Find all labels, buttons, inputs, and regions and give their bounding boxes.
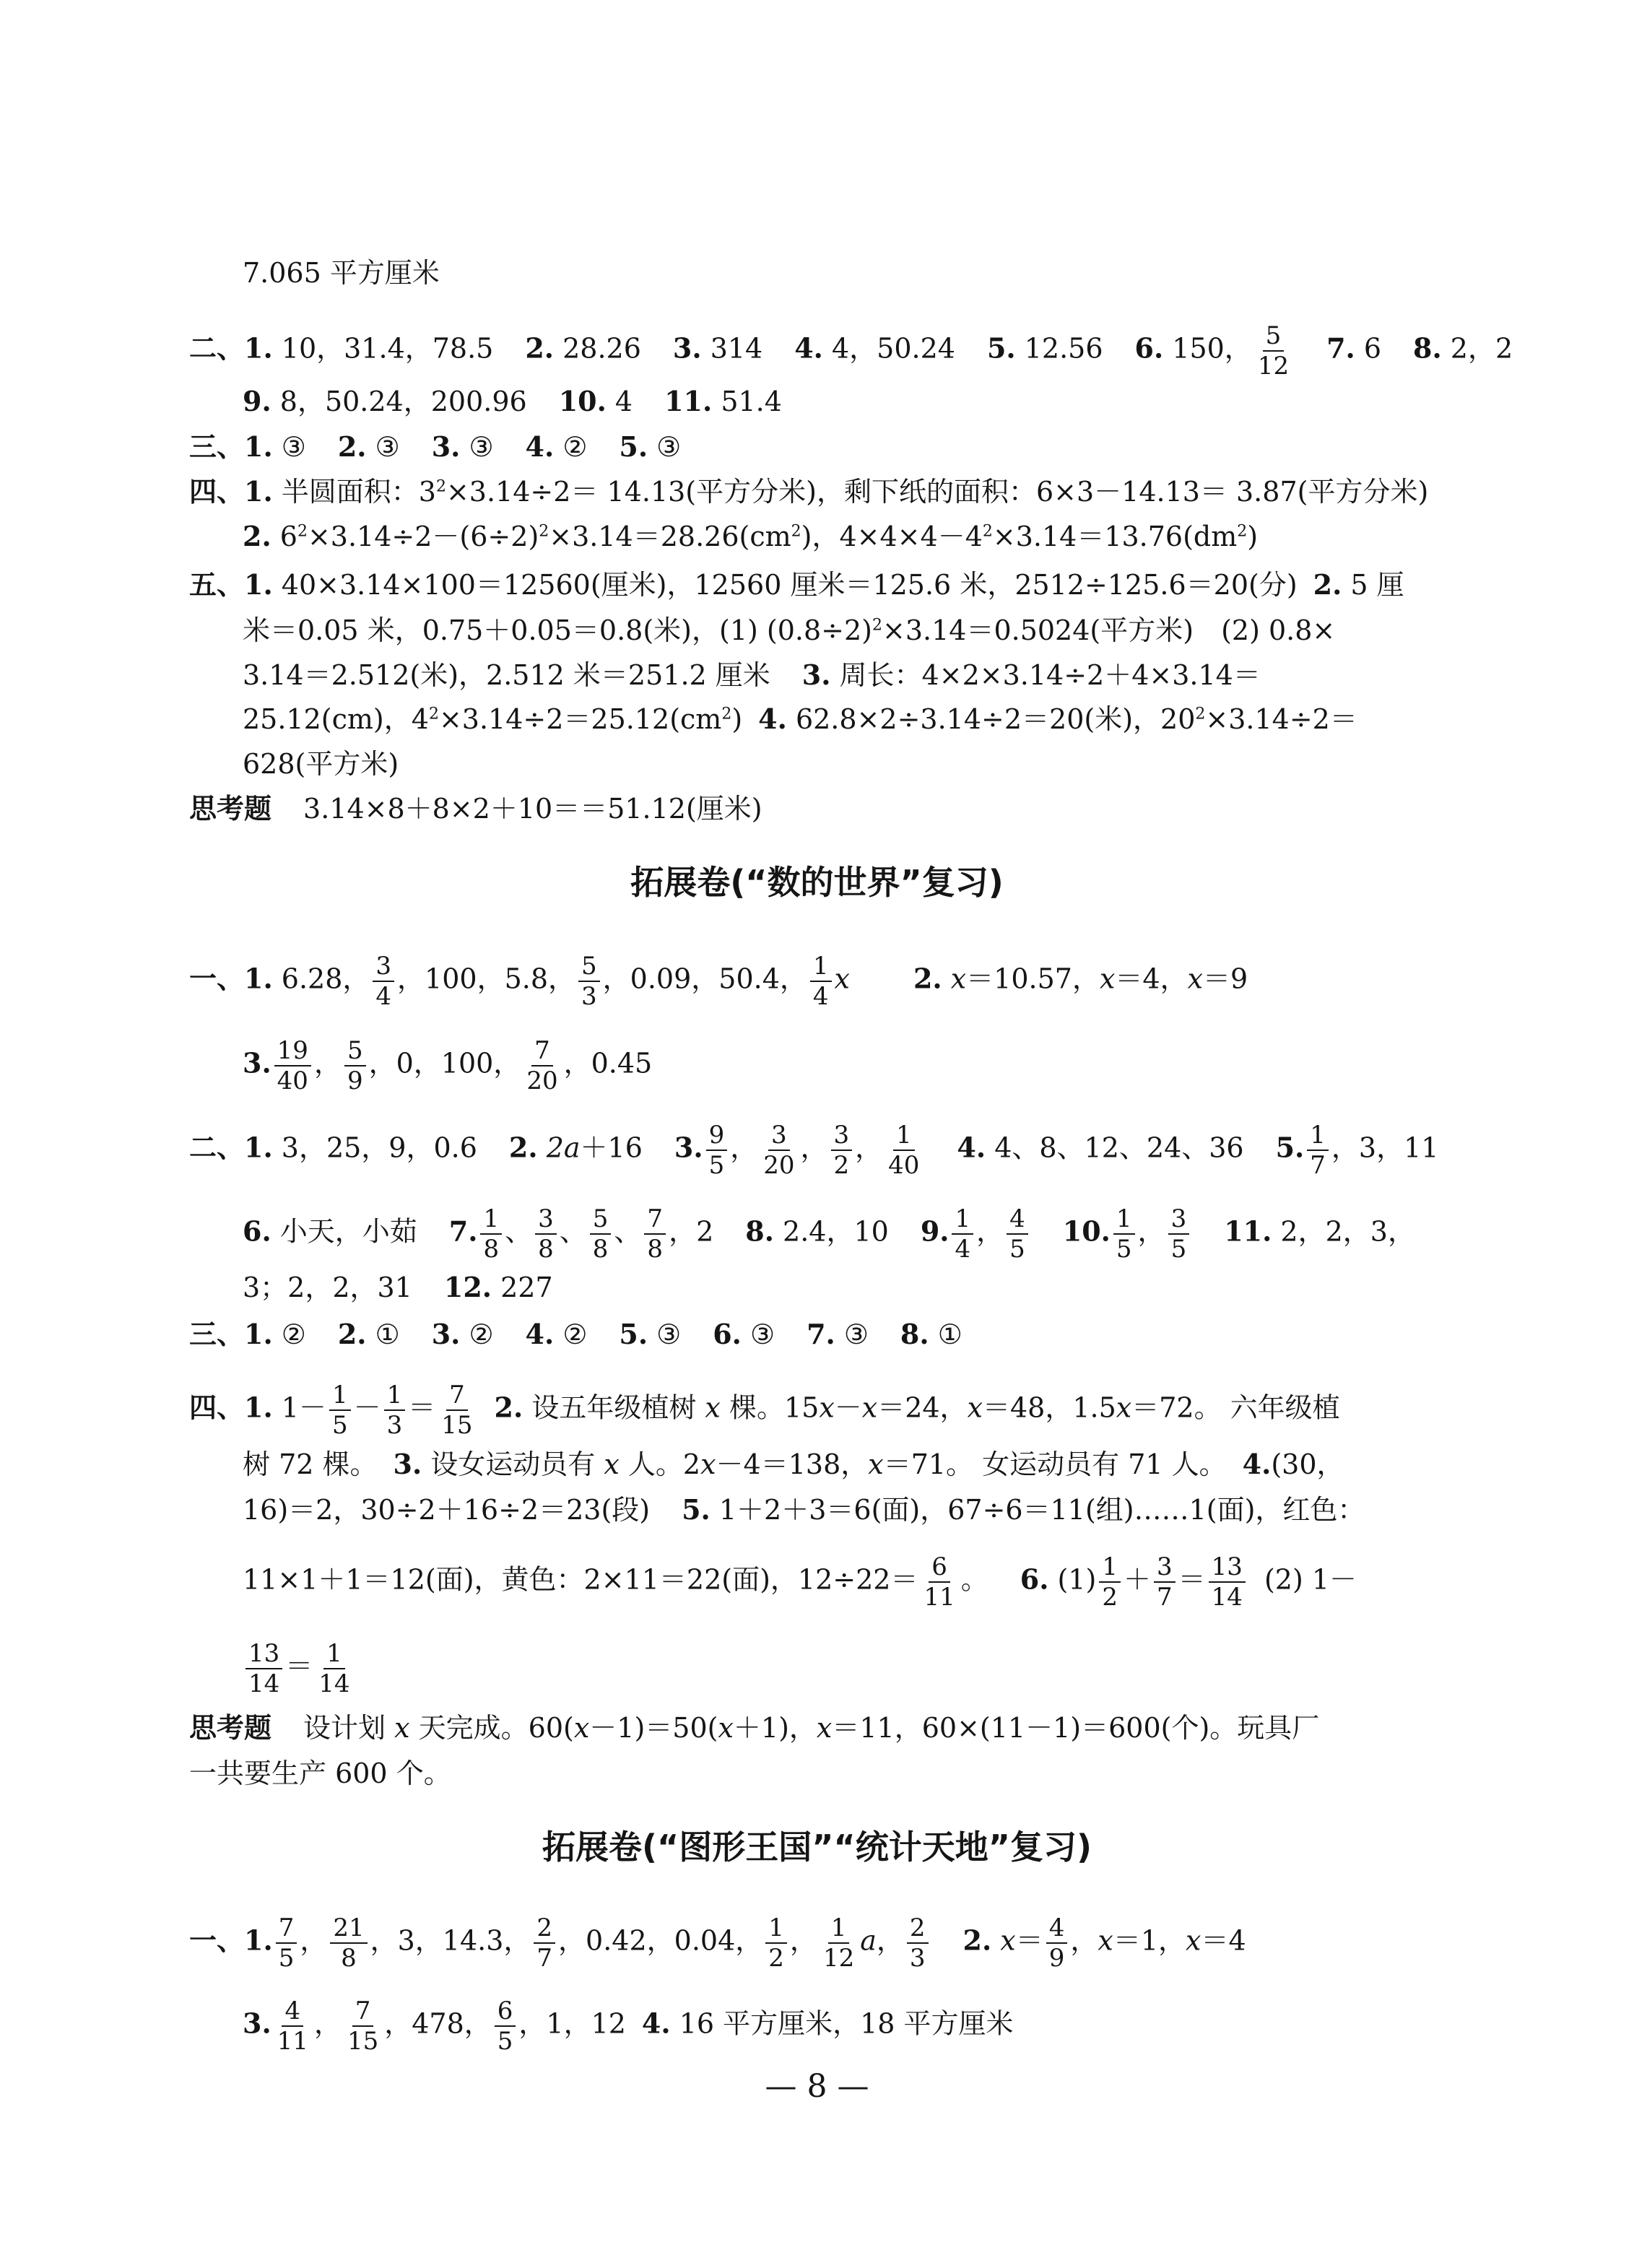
answer-line: 思考题 设计划 x 天完成。60(x－1)＝50(x＋1)，x＝11，60×(11－1)＝600(个)。玩具厂 bbox=[189, 1712, 1320, 1744]
answer-line: 四、1. 1－ $\frac{1}{5}$ － $\frac{1}{3}$ ＝ $\frac{7}{15}$ 2. 设五年级植树 x 棵。15x－x＝24，x＝48，1.5x＝72。 六年级植 bbox=[189, 1381, 1340, 1440]
section-label: 二、 bbox=[189, 332, 245, 365]
fraction: $\frac{4}{11}$ bbox=[277, 1997, 308, 2056]
fraction: $\frac{9}{5}$ bbox=[706, 1121, 728, 1180]
answer-line: 三、1. ③ 2. ③ 3. ③ 4. ② 5. ③ bbox=[189, 430, 682, 463]
fraction: $\frac{3}{4}$ bbox=[373, 952, 394, 1011]
answer-line: 3；2，2，31 12. 227 bbox=[243, 1271, 553, 1303]
section-label: 五、 bbox=[189, 569, 245, 601]
answer-line: 6. 小天，小茹 7. $\frac{1}{8}$ 、 $\frac{3}{8}$ 、 $\frac{5}{8}$ 、 $\frac{7}{8}$ ，2 8. 2.4，10 9. $\frac{1}{4}$ ， $\frac{4}{5}$ 10. $\frac{1}{5}$ ， $\frac{3}{5}$ 11. 2，2，3， bbox=[243, 1204, 1415, 1264]
answer-line: 3.14＝2.512(米)，2.512 米＝251.2 厘米 3. 周长：4×2×3.14÷2＋4×3.14＝ bbox=[243, 659, 1261, 691]
fraction: $\frac{1}{5}$ bbox=[1113, 1204, 1135, 1264]
fraction: $\frac{1}{12}$ bbox=[822, 1913, 855, 1973]
fraction: $\frac{7}{15}$ bbox=[347, 1997, 379, 2056]
section-label: 四、 bbox=[189, 1391, 245, 1424]
fraction: $\frac{1}{5}$ bbox=[329, 1381, 351, 1440]
answer-line: 五、1. 40×3.14×100＝12560(厘米)，12560 厘米＝125.6 米，2512÷125.6＝20(分) 2. 5 厘 bbox=[189, 568, 1404, 601]
answer-line: 9. 8，50.24，200.96 10. 4 11. 51.4 bbox=[243, 385, 782, 417]
fraction: $\frac{3}{2}$ bbox=[831, 1121, 853, 1180]
fraction: $\frac{1}{2}$ bbox=[765, 1913, 787, 1973]
page-number: — 8 — bbox=[765, 2068, 869, 2105]
answer-line: 思考题 3.14×8＋8×2＋10＝＝51.12(厘米) bbox=[189, 793, 762, 825]
fraction: $\frac{3}{8}$ bbox=[535, 1204, 557, 1264]
answer-line: 2. $6^2\times 3.14\div 2-(6\div 2)^2\times 3.14=28.26(cm^2)$，$4\times 4\times 4-4^2\times 3.14=13.76(dm^2)$ bbox=[243, 520, 1259, 552]
answer-line: 米＝0.05 米，0.75＋0.05＝0.8(米)，(1) $(0.8\div 2)^2\times 3.14=0.5024$(平方米) (2) 0.8× bbox=[243, 614, 1336, 646]
section-label: 四、 bbox=[189, 476, 245, 508]
fraction: $\frac{2}{7}$ bbox=[534, 1913, 555, 1973]
fraction: $\frac{7}{5}$ bbox=[276, 1913, 297, 1973]
fraction: $\frac{7}{20}$ bbox=[526, 1036, 558, 1095]
fraction: $\frac{1}{40}$ bbox=[888, 1121, 920, 1180]
fraction: $\frac{6}{11}$ bbox=[924, 1552, 955, 1612]
answer-line: 四、1. 半圆面积：$3^2\times 3.14\div 2= 14.13$(平方分米)，剩下纸的面积：6×3－14.13＝ 3.87(平方分米) bbox=[189, 475, 1429, 508]
answer-line: 二、1. 10，31.4，78.5 2. 28.26 3. 314 4. 4，50.24 5. 12.56 6. 150， $\frac{5}{12}$ 7. 6 8. 2，2 bbox=[189, 321, 1513, 381]
fraction: $\frac{1}{7}$ bbox=[1307, 1121, 1329, 1180]
fraction: $\frac{19}{40}$ bbox=[274, 1036, 311, 1095]
fraction: $\frac{21}{8}$ bbox=[330, 1913, 367, 1973]
answer-line: 7.065 平方厘米 bbox=[243, 257, 440, 289]
fraction: $\frac{3}{5}$ bbox=[1168, 1204, 1190, 1264]
answer-line: 3. $\frac{19}{40}$ ， $\frac{5}{9}$ ，0，100， $\frac{7}{20}$ ，0.45 bbox=[243, 1036, 653, 1095]
answer-line: $\frac{13}{14}$ ＝ $\frac{1}{14}$ bbox=[243, 1639, 1456, 1698]
fraction: $\frac{5}{12}$ bbox=[1257, 321, 1290, 381]
fraction: $\frac{4}{5}$ bbox=[1007, 1204, 1028, 1264]
fraction: $\frac{7}{15}$ bbox=[441, 1381, 473, 1440]
fraction: $\frac{2}{3}$ bbox=[907, 1913, 929, 1973]
answer-line: 25.12(cm)，$4^2\times 3.14\div 2=25.12(cm^2)$ 4. 62.8×2÷3.14÷2＝20(米)，$20^2\times 3.14\div 2=$ bbox=[243, 703, 1357, 735]
fraction: $\frac{1}{3}$ bbox=[384, 1381, 406, 1440]
answer-line: 一、1. 6.28， $\frac{3}{4}$ ，100，5.8， $\frac{5}{3}$ ，0.09，50.4， $\frac{1}{4}$ x 2. x＝10.57，x＝4，x＝9 bbox=[189, 952, 1248, 1011]
fraction: $\frac{1}{8}$ bbox=[480, 1204, 502, 1264]
fraction: $\frac{4}{9}$ bbox=[1046, 1913, 1068, 1973]
fraction: $\frac{5}{9}$ bbox=[344, 1036, 366, 1095]
fraction: $\frac{13}{14}$ bbox=[1209, 1552, 1246, 1612]
fraction: $\frac{1}{4}$ bbox=[952, 1204, 973, 1264]
section-title: 拓展卷(“图形王国”“统计天地”复习) bbox=[542, 1828, 1092, 1867]
fraction: $\frac{7}{8}$ bbox=[644, 1204, 666, 1264]
section-title: 拓展卷(“数的世界”复习) bbox=[630, 863, 1004, 902]
fraction: $\frac{3}{7}$ bbox=[1154, 1552, 1175, 1612]
section-label: 一、 bbox=[189, 963, 245, 995]
think-label: 思考题 bbox=[189, 793, 272, 825]
answer-line: 三、1. ② 2. ① 3. ② 4. ② 5. ③ 6. ③ 7. ③ 8. ① bbox=[189, 1318, 962, 1350]
fraction: $\frac{5}{3}$ bbox=[578, 952, 600, 1011]
fraction: $\frac{1}{4}$ bbox=[810, 952, 832, 1011]
think-label: 思考题 bbox=[189, 1712, 272, 1744]
answer-line: 一共要生产 600 个。 bbox=[189, 1758, 451, 1789]
section-label: 一、 bbox=[189, 1924, 245, 1957]
fraction: $\frac{1}{14}$ bbox=[318, 1639, 350, 1698]
fraction: $\frac{13}{14}$ bbox=[245, 1639, 282, 1698]
fraction: $\frac{5}{8}$ bbox=[590, 1204, 612, 1264]
section-label: 三、 bbox=[189, 1318, 245, 1350]
fraction: $\frac{1}{2}$ bbox=[1099, 1552, 1121, 1612]
answer-line: 3. $\frac{4}{11}$ ， $\frac{7}{15}$ ，478， $\frac{6}{5}$ ，1，12 4. 16 平方厘米，18 平方厘米 bbox=[243, 1997, 1014, 2056]
section-label: 二、 bbox=[189, 1131, 245, 1164]
answer-line: 628(平方米) bbox=[243, 748, 399, 780]
answer-line: 树 72 棵。 3. 设女运动员有 x 人。2x－4＝138，x＝71。 女运动员有 71 人。 4.(30， bbox=[243, 1448, 1344, 1480]
answer-line: 一、1. $\frac{7}{5}$ ， $\frac{21}{8}$ ，3，14.3， $\frac{2}{7}$ ，0.42，0.04， $\frac{1}{2}$ ， $\frac{1}{12}$ a， $\frac{2}{3}$ 2. x＝ $\frac{4}{9}$ ，x＝1，x＝4 bbox=[189, 1913, 1246, 1973]
answer-line: 11×1＋1＝12(面)，黄色：2×11＝22(面)，12÷22＝ $\frac{6}{11}$ 。 6. (1) $\frac{1}{2}$ ＋ $\frac{3}{7}$ ＝ $\frac{13}{14}$ (2) 1－ bbox=[243, 1552, 1357, 1612]
fraction: $\frac{6}{5}$ bbox=[495, 1997, 516, 2056]
section-label: 三、 bbox=[189, 431, 245, 463]
answer-line: 二、1. 3，25，9，0.6 2. 2a＋16 3. $\frac{9}{5}$ ， $\frac{3}{20}$ ， $\frac{3}{2}$ ， $\frac{1}{40}$ 4. 4、8、12、24、36 5. $\frac{1}{7}$ ，3，11 bbox=[189, 1121, 1439, 1180]
fraction: $\frac{3}{20}$ bbox=[763, 1121, 795, 1180]
answer-line: 16)＝2，30÷2＋16÷2＝23(段) 5. 1＋2＋3＝6(面)，67÷6＝11(组)……1(面)，红色： bbox=[243, 1493, 1365, 1526]
